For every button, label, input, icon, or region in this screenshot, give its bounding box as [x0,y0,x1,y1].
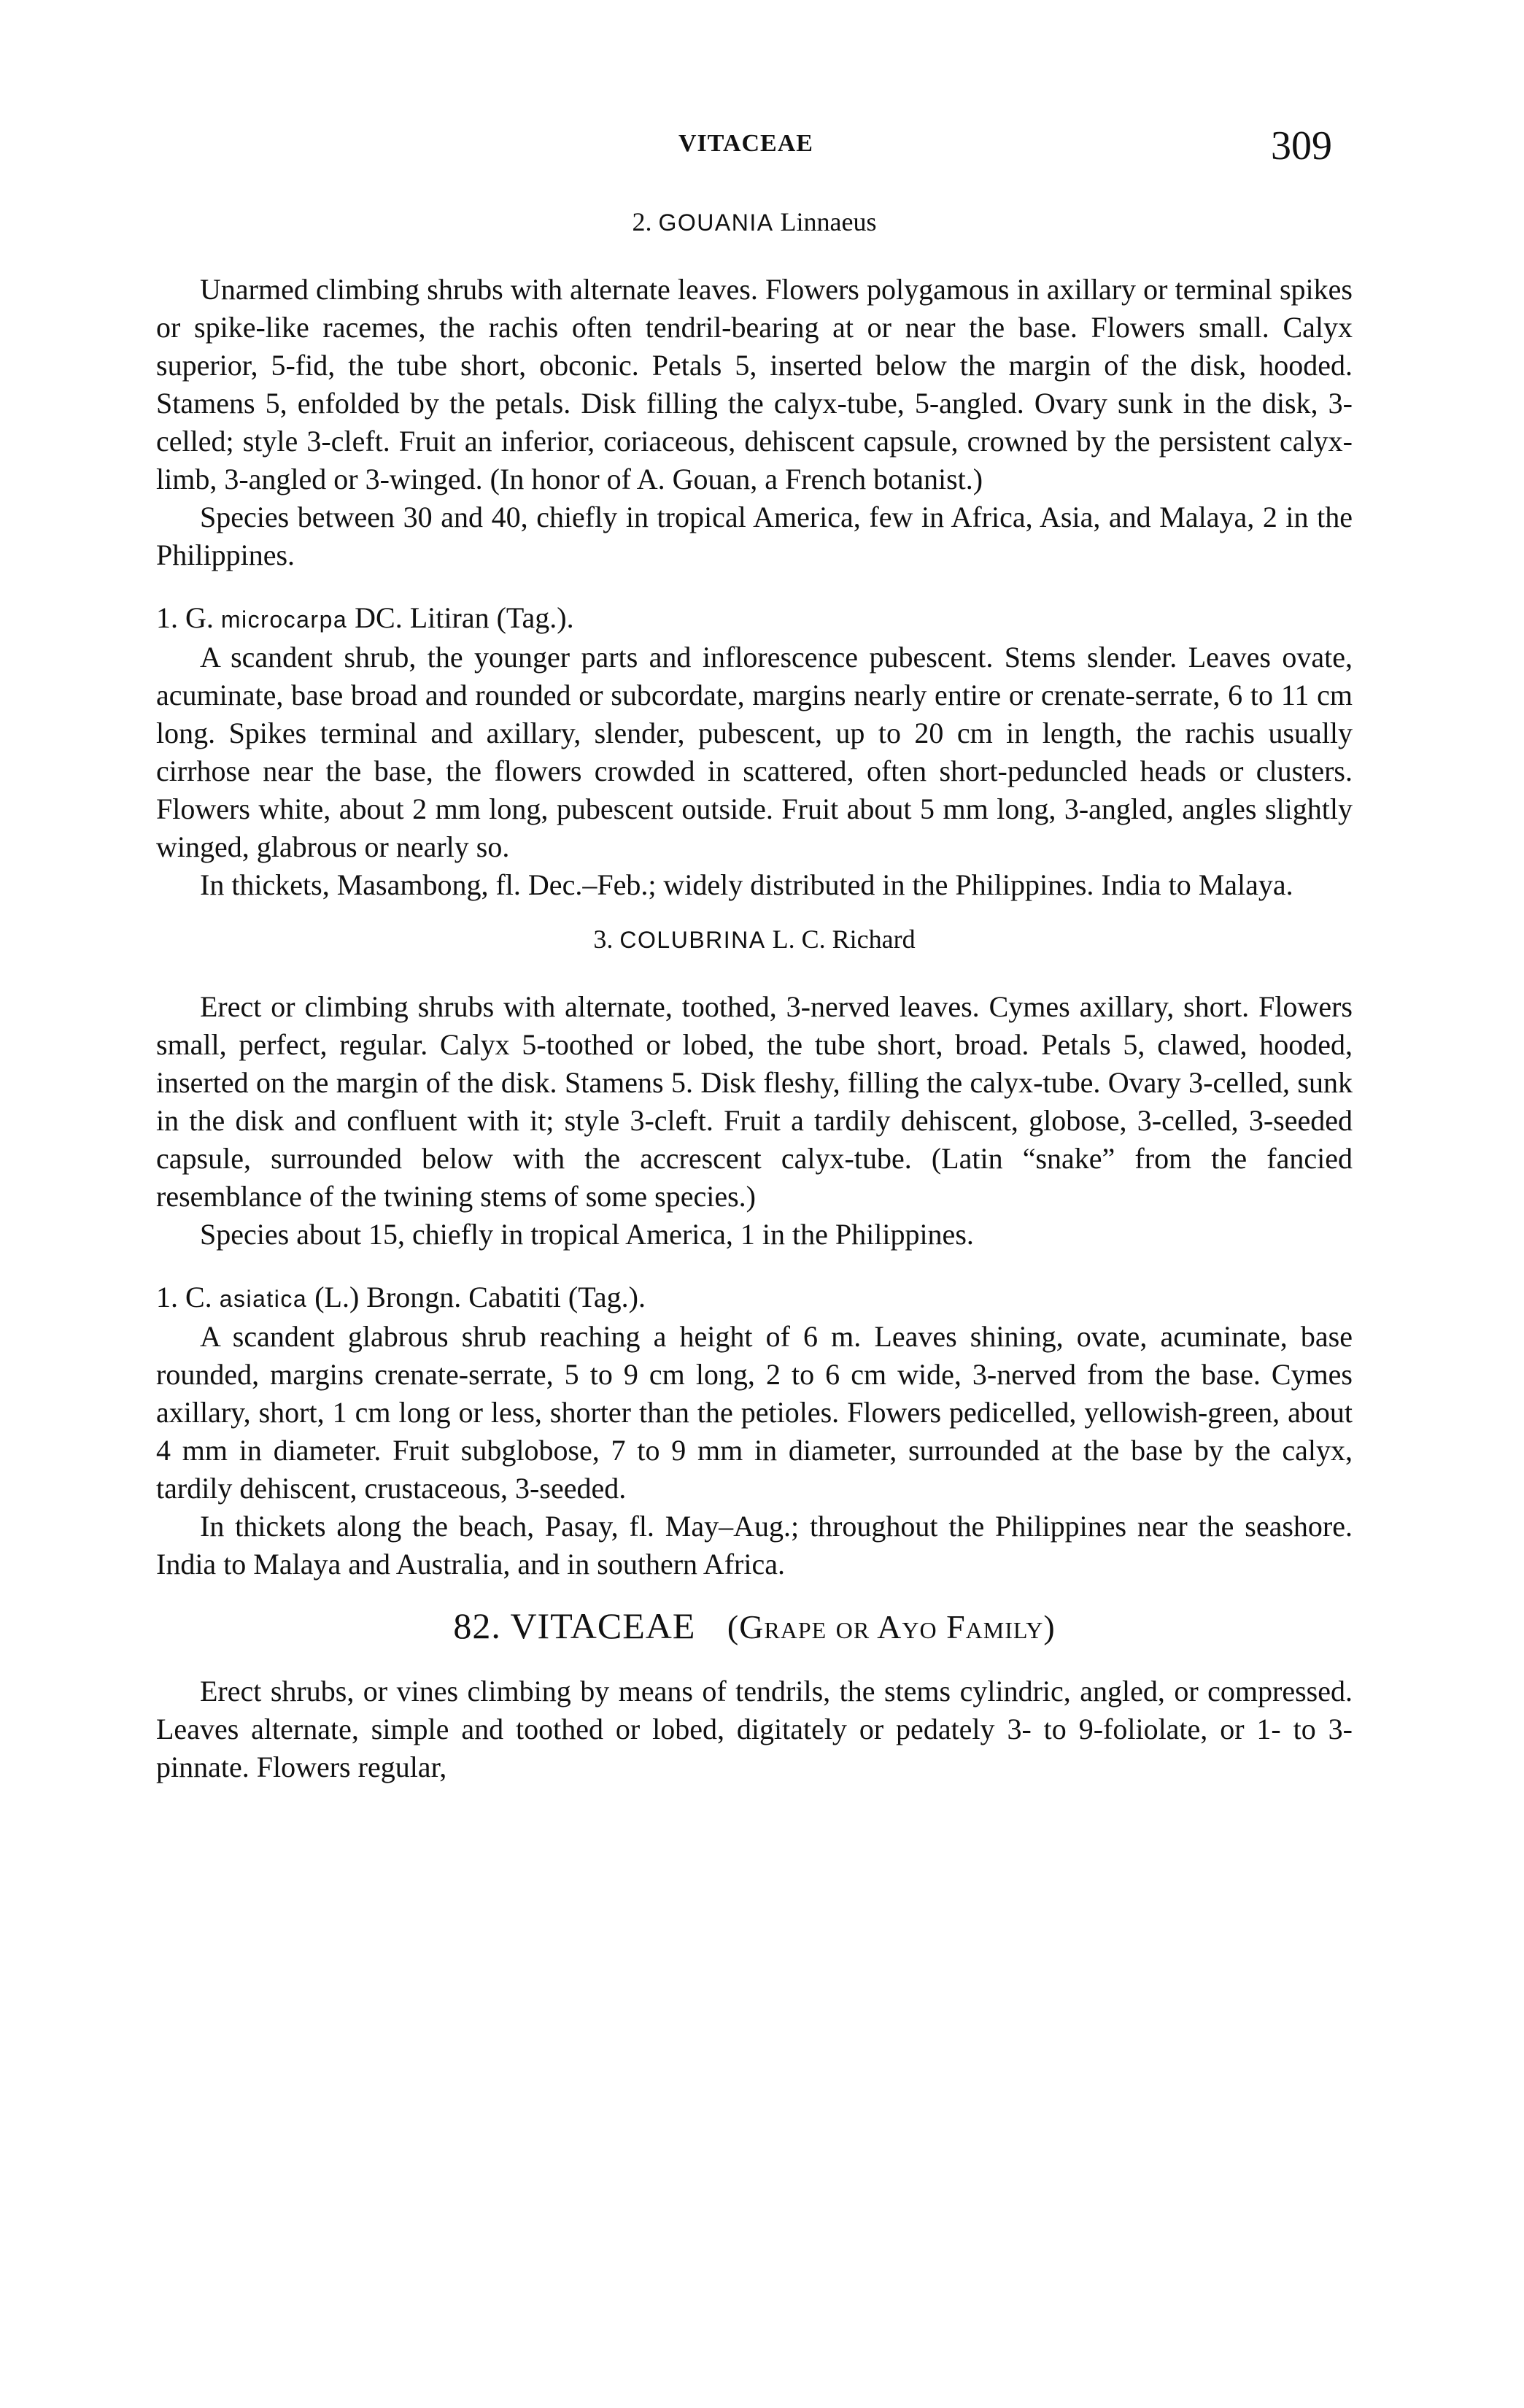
family-heading-vitaceae [156,1602,1353,1651]
species-heading [156,599,1353,638]
running-head-title: VITACEAE [678,130,813,157]
genus-heading-colubrina [156,920,1353,959]
genus-author: L. C. Richard [772,925,916,954]
species-name: microcarpa [220,606,348,633]
text-column [156,203,1353,1786]
species-number: 1. G. [156,601,214,634]
genus-number: 3. [593,925,614,954]
species-heading [156,1278,1353,1318]
species-name: asiatica [219,1286,308,1312]
species-author-common-name: DC. Litiran (Tag.). [355,601,574,634]
family-name: VITACEAE [510,1605,696,1646]
genus-description: Unarmed climbing shrubs with alternate leaves. Flowers polygamous in axillary or terminal spikes or spike-like racemes, the rachis often tendril-bearing at or near the base. Flowers small. Calyx superior, 5-fid, the tube short, obconic. Petals 5, inserted below the margin of the disk, hooded. Stamens 5, enfolded by the petals. Disk filling the calyx-tube, 5-angled. Ovary sunk in the disk, 3-celled; style 3-cleft. Fruit an inferior, coriaceous, dehiscent capsule, crowned by the persistent calyx-limb, 3-angled or 3-winged. (In honor of A. Gouan, a French botanist.) [156,273,1353,495]
species-description: A scandent shrub, the younger parts and inflorescence pubescent. Stems slender. Leaves ovate, acuminate, base broad and rounded or subcordate, margins nearly entire or crenate-serrate, 6 to 11 cm long. Spikes terminal and axillary, slender, pubescent, up to 20 cm in length, the rachis usually cirrhose near the base, the flowers crowded in scattered, often short-peduncled heads or clusters. Flowers white, about 2 mm long, pubescent outside. Fruit about 5 mm long, 3-angled, angles slightly winged, glabrous or nearly so. [156,641,1353,863]
running-head [0,123,1524,174]
genus-heading-gouania [156,203,1353,242]
species-habitat: In thickets, Masambong, fl. Dec.–Feb.; widely distributed in the Philippines. India to Malaya. [200,868,1293,901]
genus-number: 2. [632,207,652,236]
family-description: Erect shrubs, or vines climbing by means of tendrils, the stems cylindric, angled, or compressed. Leaves alternate, simple and toothed or lobed, digitately or pedately 3- to 9-foliolate, or 1- to 3-pinnate. Flowers regular, [156,1675,1353,1783]
species-author-common-name: (L.) Brongn. Cabatiti (Tag.). [314,1281,646,1313]
genus-name: COLUBRINA [619,927,766,953]
page-number: 309 [1271,123,1332,169]
family-common-name: (Grape or Ayo Family) [727,1608,1056,1645]
genus-distribution: Species between 30 and 40, chiefly in tropical America, few in Africa, Asia, and Malaya, 2 in the Philippines. [156,501,1353,571]
species-habitat: In thickets along the beach, Pasay, fl. May–Aug.; throughout the Philippines near the seashore. India to Malaya and Australia, and in southern Africa. [156,1510,1353,1581]
genus-distribution: Species about 15, chiefly in tropical America, 1 in the Philippines. [200,1218,974,1251]
family-number: 82. [453,1605,501,1646]
species-description: A scandent glabrous shrub reaching a height of 6 m. Leaves shining, ovate, acuminate, base rounded, margins crenate-serrate, 5 to 9 cm long, 2 to 6 cm wide, 3-nerved from the base. Cymes axillary, short, 1 cm long or less, shorter than the petioles. Flowers pedicelled, yellowish-green, about 4 mm in diameter. Fruit subglobose, 7 to 9 mm in diameter, surrounded at the base by the calyx, tardily dehiscent, crustaceous, 3-seeded. [156,1320,1353,1505]
genus-author: Linnaeus [780,207,877,236]
species-number: 1. C. [156,1281,212,1313]
genus-name: GOUANIA [658,209,774,236]
genus-description: Erect or climbing shrubs with alternate, toothed, 3-nerved leaves. Cymes axillary, short. Flowers small, perfect, regular. Calyx 5-toothed or lobed, the tube short, broad. Petals 5, clawed, hooded, inserted on the margin of the disk. Stamens 5. Disk fleshy, filling the calyx-tube. Ovary 3-celled, sunk in the disk and confluent with it; style 3-cleft. Fruit a tardily dehiscent, globose, 3-celled, 3-seeded capsule, surrounded below with the accrescent calyx-tube. (Latin “snake” from the fancied resemblance of the twining stems of some species.) [156,990,1353,1213]
